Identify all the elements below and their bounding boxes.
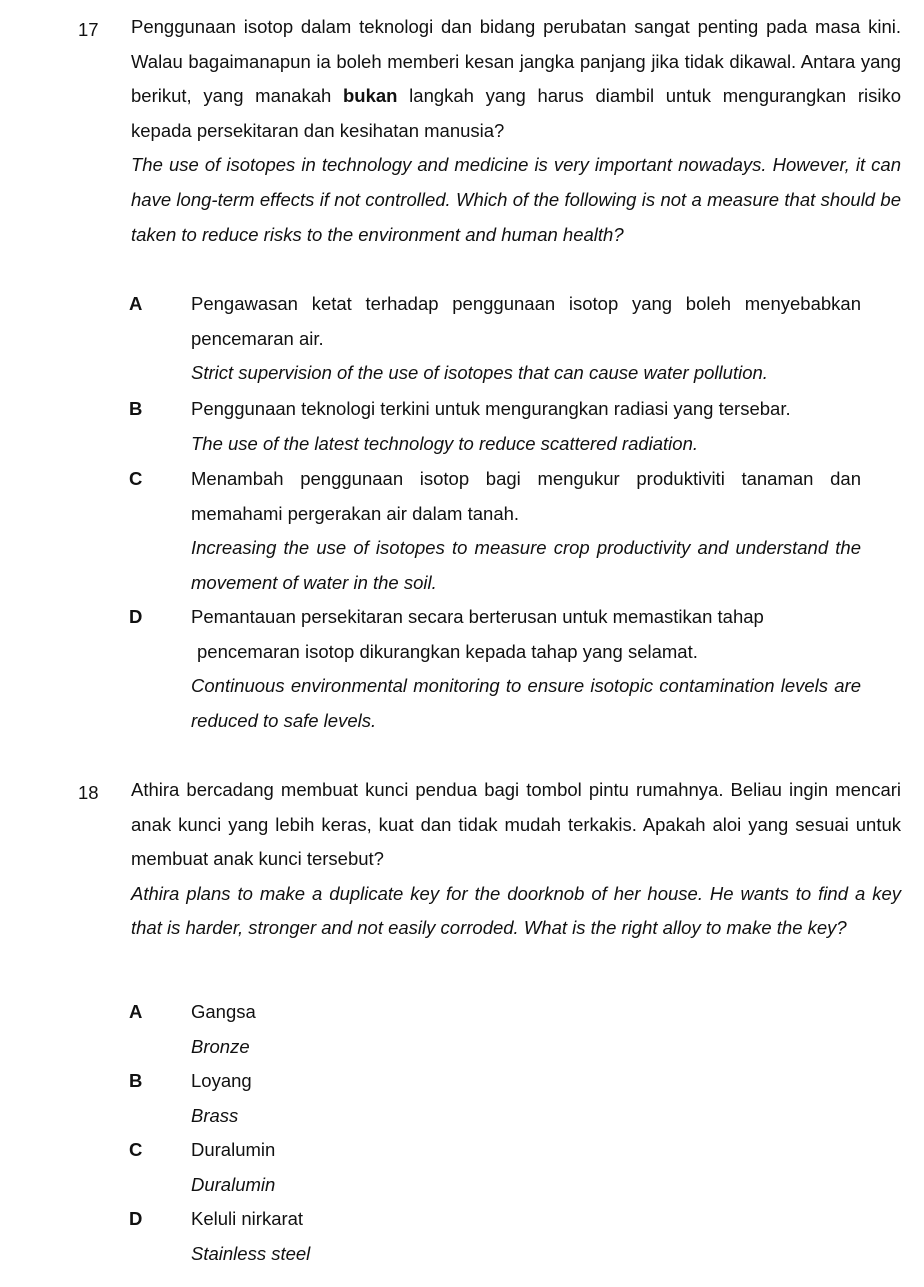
option-text-english: The use of the latest technology to reduce scattered radiation. xyxy=(191,432,699,454)
option-text-malay: Pemantauan persekitaran secara berterusan untuk memastikan tahap pencemaran isotop dikurangkan kepada tahap yang selamat. xyxy=(191,606,764,662)
question-17-stem-english: The use of isotopes in technology and medicine is very important nowadays. However, it can have long-term effects if not controlled. Which of the following is not a measure that should be taken to reduce risks to the environment and human health? xyxy=(131,154,901,245)
option-letter: A xyxy=(129,1001,143,1022)
option-text-malay: Keluli nirkarat xyxy=(191,1208,304,1229)
option-text-english: Duralumin xyxy=(191,1173,276,1195)
option-text-malay: Pengawasan ketat terhadap penggunaan isotop yang boleh menyebabkan pencemaran air. xyxy=(191,293,861,349)
question-18-stem-malay: Athira bercadang membuat kunci pendua bagi tombol pintu rumahnya. Beliau ingin mencari anak kunci yang lebih keras, kuat dan tidak mudah terkakis. Apakah aloi yang sesuai untuk membuat anak kunci tersebut? xyxy=(131,779,901,870)
question-17-option-b[interactable] xyxy=(129,392,901,461)
emphasis-bukan: bukan xyxy=(342,85,398,107)
question-17-number: 17 xyxy=(78,19,99,40)
question-17-option-d[interactable] xyxy=(129,600,901,738)
question-17-stem xyxy=(131,10,901,252)
question-18-option-a[interactable] xyxy=(129,995,901,1064)
option-letter: A xyxy=(129,293,143,314)
option-text-malay: Duralumin xyxy=(191,1139,276,1160)
option-letter: D xyxy=(129,1208,143,1229)
question-17-option-c[interactable] xyxy=(129,462,901,600)
option-text-malay: Gangsa xyxy=(191,1001,256,1022)
question-17-option-a[interactable] xyxy=(129,287,901,391)
option-letter: B xyxy=(129,1070,143,1091)
option-letter: C xyxy=(129,468,143,489)
question-18-stem xyxy=(131,773,901,946)
option-text-english: Continuous environmental monitoring to ensure isotopic contamination levels are reduced to safe levels. xyxy=(191,675,861,731)
option-text-english: Brass xyxy=(191,1104,239,1126)
option-text-malay: Penggunaan teknologi terkini untuk mengurangkan radiasi yang tersebar. xyxy=(191,398,791,419)
question-18-option-d[interactable] xyxy=(129,1202,901,1271)
option-text-malay: Loyang xyxy=(191,1070,252,1091)
question-18-number: 18 xyxy=(78,782,99,803)
option-letter: B xyxy=(129,398,143,419)
option-text-english: Strict supervision of the use of isotopes that can cause water pollution. xyxy=(191,362,768,383)
option-letter: C xyxy=(129,1139,143,1160)
question-18-stem-english: Athira plans to make a duplicate key for the doorknob of her house. He wants to find a key that is harder, stronger and not easily corroded. What is the right alloy to make the key? xyxy=(131,882,901,939)
question-18-option-b[interactable] xyxy=(129,1064,901,1133)
option-text-english: Bronze xyxy=(191,1035,250,1057)
option-text-english: Increasing the use of isotopes to measure crop productivity and understand the movement of water in the soil. xyxy=(191,537,861,593)
question-17-stem-malay: Penggunaan isotop dalam teknologi dan bidang perubatan sangat penting pada masa kini. Walau bagaimanapun ia boleh memberi kesan jangka panjang jika tidak dikawal. Antara yang berikut, yang manakah bukan langkah yang harus diambil untuk mengurangkan risiko kepada persekitaran dan kesihatan manusia? xyxy=(131,16,901,141)
question-18-option-c[interactable] xyxy=(129,1133,901,1202)
option-text-malay: Menambah penggunaan isotop bagi mengukur produktiviti tanaman dan memahami pergerakan air dalam tanah. xyxy=(191,468,861,524)
option-text-english: Stainless steel xyxy=(191,1242,311,1264)
option-letter: D xyxy=(129,606,143,627)
